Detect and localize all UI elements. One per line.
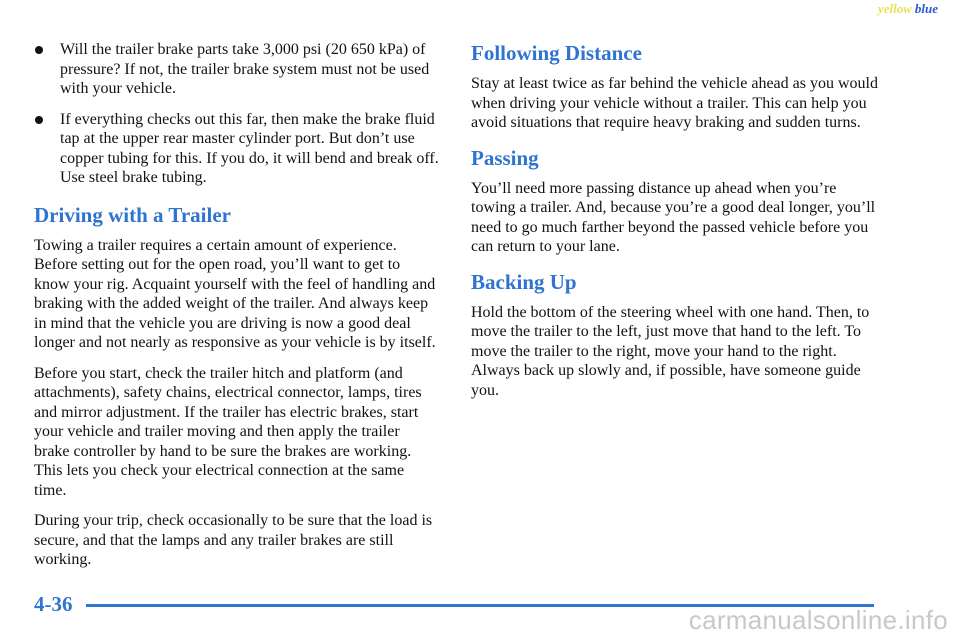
paragraph: Hold the bottom of the steering wheel with one hand. Then, to move the trailer to the left, just move that hand to the left. To move the trailer to the right, move your hand to the right. Always back up slowly and, if possible, have someone guide you. xyxy=(471,303,870,399)
section-title-driving: Driving with a Trailer xyxy=(34,202,231,227)
checklist-bullets xyxy=(34,40,439,188)
page-number: 4-36 xyxy=(34,592,73,616)
bullet-item xyxy=(34,40,439,99)
section-title-backing: Backing Up xyxy=(471,269,577,294)
corner-word-yellow: yellow xyxy=(877,1,912,16)
right-column xyxy=(471,40,881,411)
paragraph: Stay at least twice as far behind the vehicle ahead as you would when driving your vehicle without a trailer. This can help you avoid situations that require heavy braking and sudden turns. xyxy=(471,75,878,131)
bullet-dot-icon xyxy=(35,116,43,124)
section-title-following: Following Distance xyxy=(471,41,642,65)
bullet-item xyxy=(34,110,439,188)
watermark: carmanualsonline.info xyxy=(688,605,948,635)
corner-label xyxy=(878,1,938,17)
corner-word-blue: blue xyxy=(914,1,938,16)
bullet-text: If everything checks out this far, then make the brake fluid tap at the upper rear master cylinder port. But don’t use copper tubing for this. If you do, it will bend and break off. Use steel brake tubing. xyxy=(60,110,439,186)
section-title-passing: Passing xyxy=(471,145,539,170)
bullet-dot-icon xyxy=(35,46,43,54)
paragraph: Before you start, check the trailer hitch and platform (and attachments), safety chains, electrical connector, lamps, tires and mirror adjustment. If the trailer has electric brakes, start your vehicle and trailer moving and then apply the trailer brake controller by hand to be sure the brakes are working. This lets you check your electrical connection at the same time. xyxy=(34,364,422,499)
left-column xyxy=(34,40,439,581)
bullet-text: Will the trailer brake parts take 3,000 psi (20 650 kPa) of pressure? If not, the trailer brake system must not be used with your vehicle. xyxy=(60,41,430,97)
paragraph: Towing a trailer requires a certain amount of experience. Before setting out for the open road, you’ll want to get to know your rig. Acquaint yourself with the feel of handling and braking with the added weight of the trailer. And always keep in mind that the vehicle you are driving is now a good deal longer and not nearly as responsive as your vehicle is by itself. xyxy=(34,236,436,351)
paragraph: You’ll need more passing distance up ahead when you’re towing a trailer. And, because you’re a good deal longer, you’ll need to go much farther beyond the passed vehicle before you can return to your lane. xyxy=(471,179,876,255)
paragraph: During your trip, check occasionally to be sure that the load is secure, and that the lamps and any trailer brakes are still working. xyxy=(34,512,433,568)
